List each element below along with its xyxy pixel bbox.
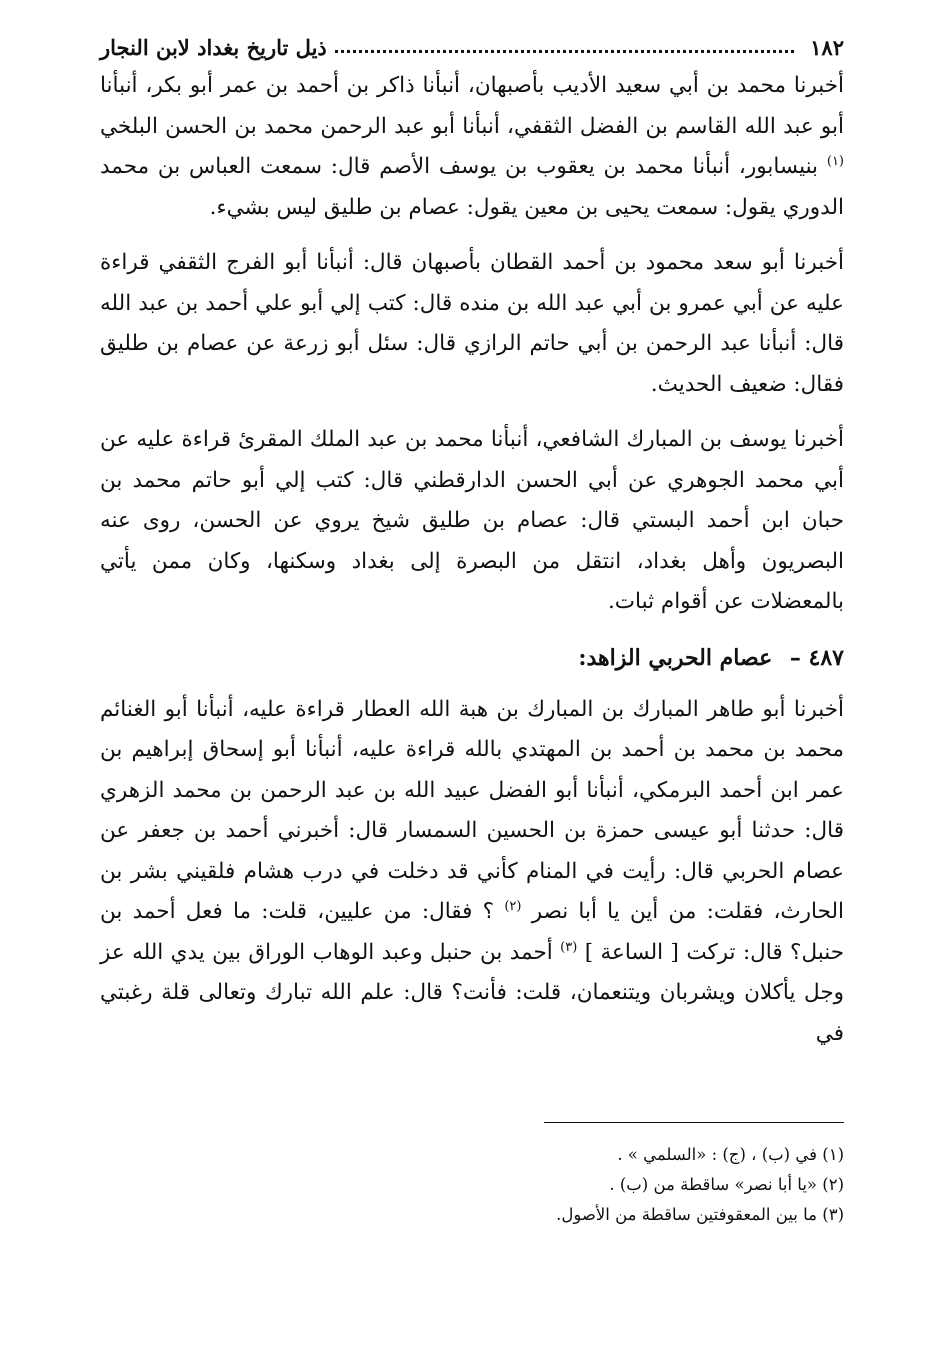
paragraph-4-part-b: ؟ فقال: من عليين، قلت: ما فعل أحمد بن حنبل؟ قال: تركت [ الساعة ] <box>100 899 844 965</box>
paragraph-2: أخبرنا أبو سعد محمود بن أحمد القطان بأصبهان قال: أنبأنا أبو الفرج الثقفي قراءة عليه عن أبي عمرو بن أبي عبد الله بن منده قال: كتب إلي أبو علي أحمد بن عبد الله قال: أنبأنا عبد الرحمن بن أبي حاتم الرازي قال: سئل أبو زرعة عن عصام بن طليق فقال: ضعيف الحديث. <box>100 250 844 397</box>
footnote-ref-1: (١) <box>826 153 844 169</box>
footnote-separator <box>544 1122 844 1123</box>
entry-number: ٤٨٧ – <box>789 644 844 671</box>
paragraph-4-part-c: أحمد بن حنبل وعبد الوهاب الوراق بين يدي الله عز وجل يأكلان ويشربان ويتنعمان، قلت: فأنت؟ قال: علم الله تبارك وتعالى قلة رغبتي في <box>100 939 844 1046</box>
footnote-ref-3: (٣) <box>560 939 578 955</box>
paragraph-4 <box>100 690 844 1055</box>
entry-title: عصام الحربي الزاهد: <box>578 644 773 671</box>
paragraph-3: أخبرنا يوسف بن المبارك الشافعي، أنبأنا محمد بن عبد الملك المقرئ قراءة عليه عن أبي محمد الجوهري عن أبي الحسن الدارقطني قال: كتب إلي أبو حاتم محمد بن حبان ابن أحمد البستي قال: عصام بن طليق شيخ يروي عن الحسن، روى عنه البصريون وأهل بغداد، انتقل من البصرة إلى بغداد وسكنها، وكان ممن يأتي بالمعضلات عن أقوام ثبات. <box>100 427 844 614</box>
paragraph-1-part-a: أخبرنا محمد بن أبي سعيد الأديب بأصبهان، أنبأنا ذاكر بن أحمد بن عمر أبو بكر، أنبأنا أبو عبد الله القاسم بن الفضل الثقفي، أنبأنا أبو عبد الرحمن محمد بن الحسن البلخي <box>100 73 844 139</box>
main-text <box>100 66 844 1054</box>
running-head <box>100 24 844 60</box>
footnotes <box>100 1140 844 1230</box>
footnote-1: (١) في (ب) ، (ج) : «السلمي » . <box>617 1145 844 1164</box>
entry-heading <box>100 638 844 678</box>
page-number: ١٨٢ <box>810 35 844 60</box>
paragraph-4-part-a: أخبرنا أبو طاهر المبارك بن المبارك بن هبة الله العطار قراءة عليه، أنبأنا أبو الغنائم محمد بن محمد بن أحمد بن المهتدي بالله قراءة عليه، أنبأنا أبو إسحاق إبراهيم بن عمر ابن أحمد البرمكي، أنبأنا أبو الفضل عبيد الله بن عبد الرحمن بن محمد الزهري قال: حدثنا أبو عيسى حمزة بن الحسين السمسار قال: أخبرني أحمد بن جعفر عن عصام الحربي قال: رأيت في المنام كأني قد دخلت في درب هشام فلقيني بشر بن الحارث، فقلت: من أين يا أبا نصر <box>100 696 845 924</box>
leader-dots <box>335 49 794 53</box>
footnote-ref-2: (٢) <box>504 898 522 914</box>
footnote-3: (٣) ما بين المعقوفتين ساقطة من الأصول. <box>556 1205 844 1224</box>
book-title: ذيل تاريخ بغداد لابن النجار <box>100 35 327 60</box>
paragraph-1 <box>100 66 844 228</box>
paragraph-1-part-b: بنيسابور، أنبأنا محمد بن يعقوب بن يوسف الأصم قال: سمعت العباس بن محمد الدوري يقول: سمعت يحيى بن معين يقول: عصام بن طليق ليس بشيء. <box>100 154 844 220</box>
footnote-2: (٢) «يا أبا نصر» ساقطة من (ب) . <box>609 1175 844 1194</box>
